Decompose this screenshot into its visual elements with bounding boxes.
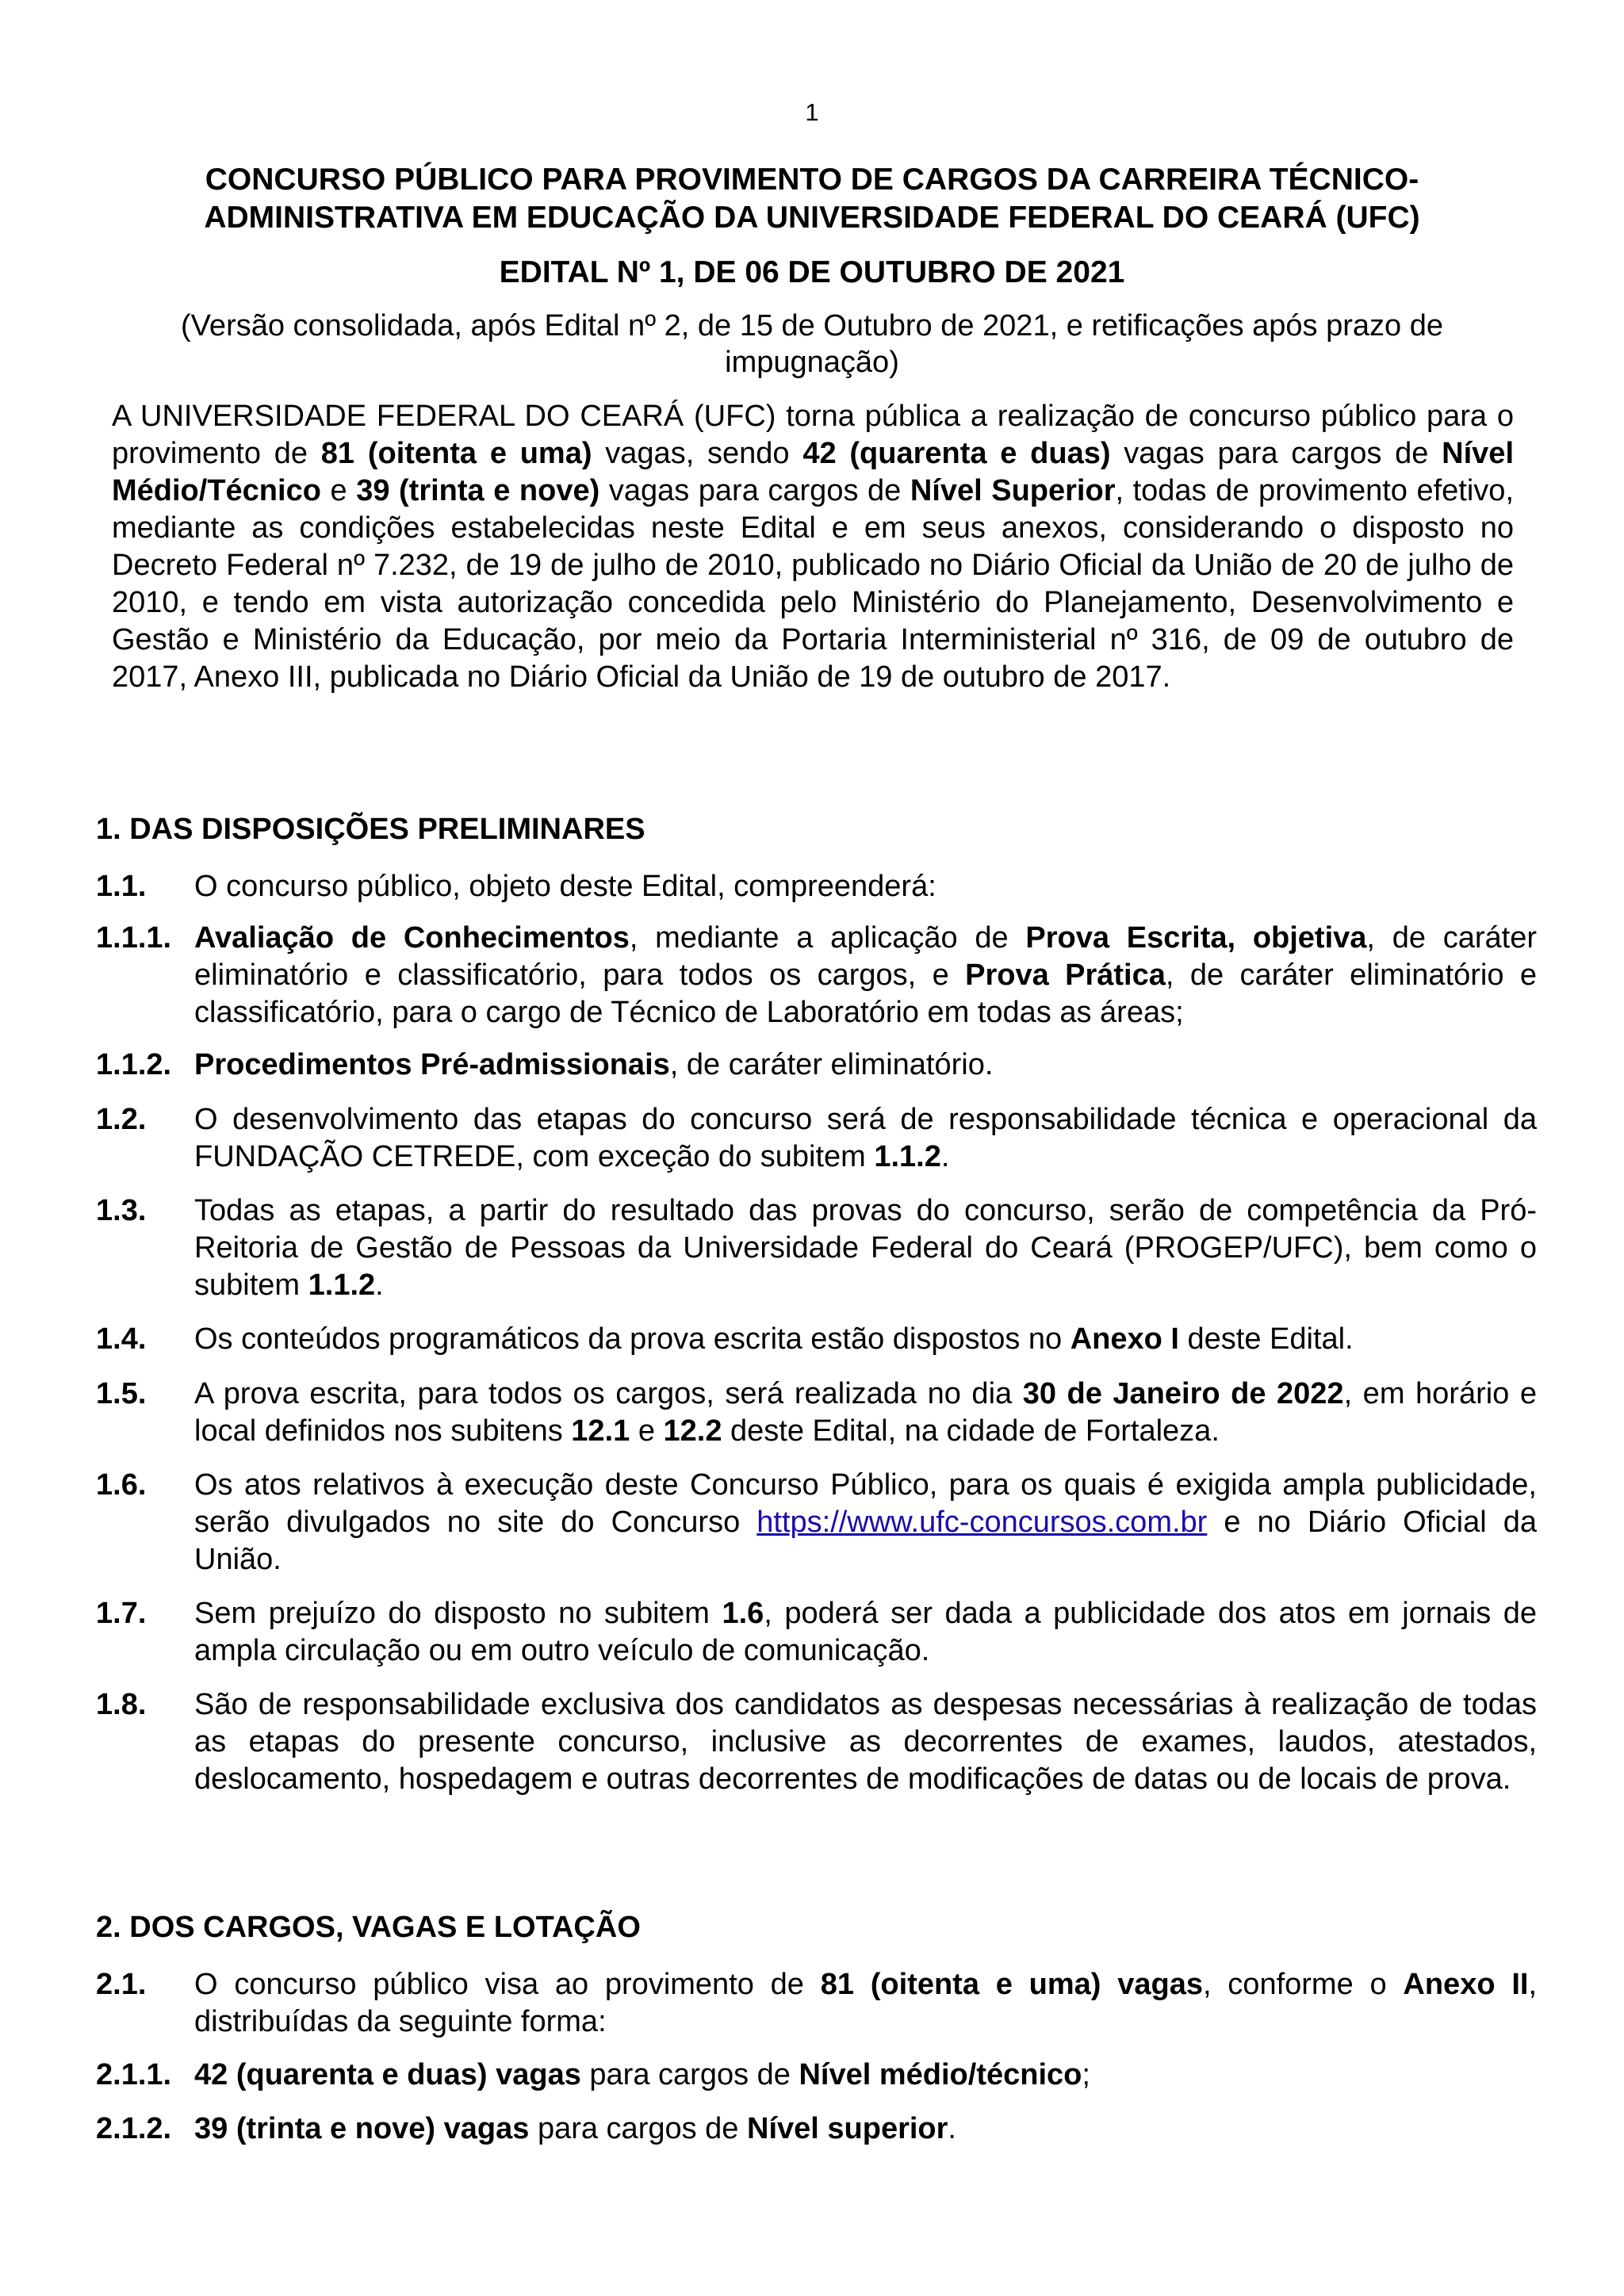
item-2-1: 2.1. O concurso público visa ao provimento de 81 (oitenta e uma) vagas, conforme o Anexo II, distribuídas da seguinte forma: xyxy=(96,1968,1537,2038)
item-1-2: 1.2. O desenvolvimento das etapas do concurso será de responsabilidade técnica e operacional da FUNDAÇÃO CETREDE, com exceção do subitem 1.1.2. xyxy=(96,1103,1537,1173)
version-note: (Versão consolidada, após Edital nº 2, de 15 de Outubro de 2021, e retificações após prazo de impugnação) xyxy=(181,309,1443,379)
concurso-site-link[interactable]: https://www.ufc-concursos.com.br xyxy=(756,1506,1208,1539)
item-1-8: 1.8. São de responsabilidade exclusiva dos candidatos as despesas necessárias à realização de todas as etapas do presente concurso, inclusive as decorrentes de exames, laudos, atestados, deslocamento, hospedagem e outras decorrentes de modificações de datas ou de locais de prova. xyxy=(96,1688,1537,1796)
item-1-5: 1.5. A prova escrita, para todos os cargos, será realizada no dia 30 de Janeiro de 2022, em horário e local definidos nos subitens 12.1 e 12.2 deste Edital, na cidade de Fortaleza. xyxy=(96,1377,1537,1448)
item-2-1-1: 2.1.1. 42 (quarenta e duas) vagas para cargos de Nível médio/técnico; xyxy=(96,2058,1090,2091)
item-1-4: 1.4. Os conteúdos programáticos da prova escrita estão dispostos no Anexo I deste Edital. xyxy=(96,1322,1354,1356)
document-title: CONCURSO PÚBLICO PARA PROVIMENTO DE CARGOS DA CARREIRA TÉCNICO-ADMINISTRATIVA EM EDUCAÇÃO DA UNIVERSIDADE FEDERAL DO CEARÁ (UFC) xyxy=(204,163,1420,235)
item-1-1: 1.1. O concurso público, objeto deste Edital, compreenderá: xyxy=(96,870,936,903)
page-number: 1 xyxy=(805,98,819,126)
item-1-3: 1.3. Todas as etapas, a partir do resultado das provas do concurso, serão de competência da Pró-Reitoria de Gestão de Pessoas da Universidade Federal do Ceará (PROGEP/UFC), bem como o subitem 1.1.2. xyxy=(96,1194,1537,1302)
section-2-heading: 2. DOS CARGOS, VAGAS E LOTAÇÃO xyxy=(96,1911,641,1944)
item-1-1-1: 1.1.1. Avaliação de Conhecimentos, mediante a aplicação de Prova Escrita, objetiva, de caráter eliminatório e classificatório, para todos os cargos, e Prova Prática, de caráter eliminatório e classificatório, para o cargo de Técnico de Laboratório em todas as áreas; xyxy=(96,921,1537,1029)
item-1-6: 1.6. Os atos relativos à execução deste Concurso Público, para os quais é exigida ampla publicidade, serão divulgados no site do Concurso https://www.ufc-concursos.com.br e no Diário Oficial da União. xyxy=(96,1468,1537,1576)
section-1-heading: 1. DAS DISPOSIÇÕES PRELIMINARES xyxy=(96,813,645,846)
item-1-1-2: 1.1.2. Procedimentos Pré-admissionais, de caráter eliminatório. xyxy=(96,1048,994,1081)
edital-heading: EDITAL Nº 1, DE 06 DE OUTUBRO DE 2021 xyxy=(499,255,1125,289)
item-1-7: 1.7. Sem prejuízo do disposto no subitem 1.6, poderá ser dada a publicidade dos atos em jornais de ampla circulação ou em outro veículo de comunicação. xyxy=(96,1597,1537,1667)
item-2-1-2: 2.1.2. 39 (trinta e nove) vagas para cargos de Nível superior. xyxy=(96,2112,956,2145)
intro-paragraph: A UNIVERSIDADE FEDERAL DO CEARÁ (UFC) torna pública a realização de concurso público para o provimento de 81 (oitenta e uma) vagas, sendo 42 (quarenta e duas) vagas para cargos de Nível Médio/Técnico e 39 (trinta e nove) vagas para cargos de Nível Superior, todas de provimento efetivo, mediante as condições estabelecidas neste Edital e em seus anexos, considerando o disposto no Decreto Federal nº 7.232, de 19 de julho de 2010, publicado no Diário Oficial da União de 20 de julho de 2010, e tendo em vista autorização concedida pelo Ministério do Planejamento, Desenvolvimento e Gestão e Ministério da Educação, por meio da Portaria Interministerial nº 316, de 09 de outubro de 2017, Anexo III, publicada no Diário Oficial da União de 19 de outubro de 2017. xyxy=(112,400,1514,694)
